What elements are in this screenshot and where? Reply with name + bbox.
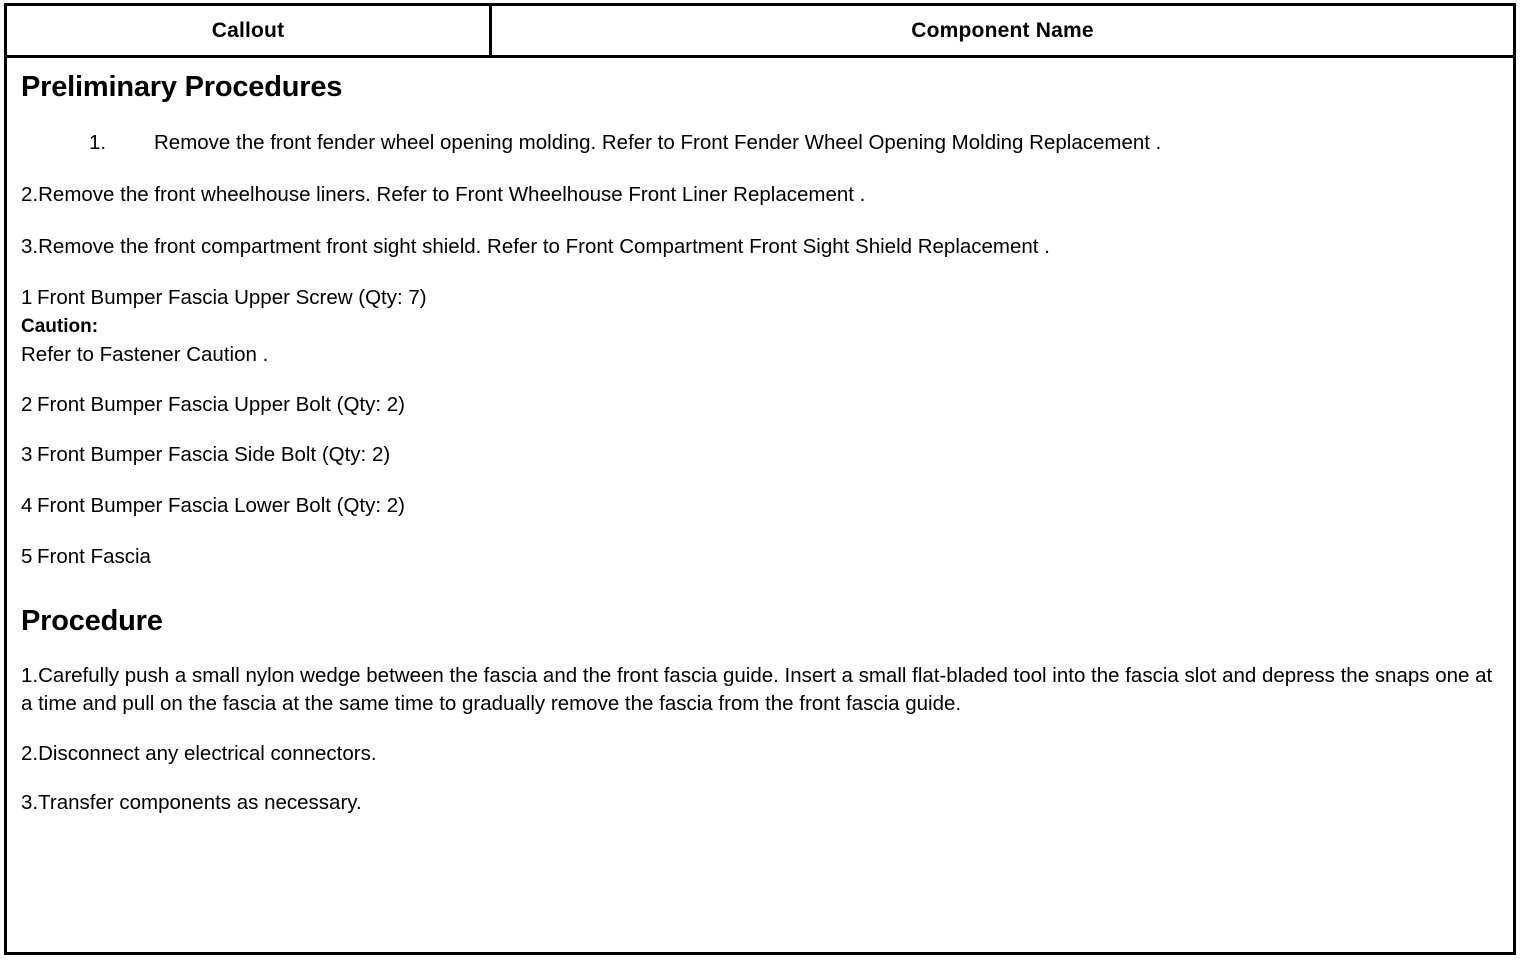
preliminary-step-2: [21, 182, 1499, 209]
preliminary-step-1-number: 1.: [89, 130, 107, 154]
procedure-step-2-number: 2.: [21, 741, 39, 765]
table-header-row: [7, 6, 1513, 58]
service-procedure-table: [4, 3, 1516, 955]
callout-2-number: 2: [21, 392, 33, 416]
callout-1-text: Front Bumper Fascia Upper Screw (Qty: 7): [37, 285, 427, 309]
procedure-step-2-text: Disconnect any electrical connectors.: [38, 741, 377, 765]
preliminary-step-1: [21, 130, 1499, 156]
callout-row-5: [21, 544, 1499, 571]
callout-row-2: [21, 392, 1499, 419]
procedure-step-3-text: Transfer components as necessary.: [38, 791, 362, 815]
column-header-component-name: Component Name: [911, 18, 1094, 42]
table-body: [7, 58, 1513, 952]
callout-5-number: 5: [21, 544, 33, 568]
column-header-callout: Callout: [7, 6, 492, 55]
callout-row-4: [21, 493, 1499, 520]
procedure-step-3: [21, 789, 1499, 817]
callout-row-3: [21, 442, 1499, 469]
procedure-step-3-number: 3.: [21, 791, 39, 815]
preliminary-step-1-text: Remove the front fender wheel opening molding. Refer to Front Fender Wheel Opening Molding Replacement .: [154, 130, 1162, 154]
caution-text: Refer to Fastener Caution .: [21, 343, 269, 367]
callout-5-text: Front Fascia: [37, 544, 151, 568]
procedure-step-2: [21, 740, 1499, 768]
procedure-heading: Procedure: [21, 605, 163, 638]
callout-2-text: Front Bumper Fascia Upper Bolt (Qty: 2): [37, 392, 405, 416]
procedure-step-1: [21, 662, 1499, 717]
preliminary-step-3-number: 3.: [21, 235, 39, 259]
callout-3-text: Front Bumper Fascia Side Bolt (Qty: 2): [37, 443, 391, 467]
procedure-step-1-number: 1.: [21, 664, 39, 688]
preliminary-step-2-number: 2.: [21, 182, 39, 206]
callout-3-number: 3: [21, 443, 33, 467]
callout-4-text: Front Bumper Fascia Lower Bolt (Qty: 2): [37, 494, 405, 518]
preliminary-step-2-text: Remove the front wheelhouse liners. Refer to Front Wheelhouse Front Liner Replacement .: [38, 182, 866, 206]
preliminary-step-3-text: Remove the front compartment front sight shield. Refer to Front Compartment Front Sight Shield Replacement .: [38, 235, 1050, 259]
procedure-step-1-text: Carefully push a small nylon wedge between the fascia and the front fascia guide. Insert a small flat-bladed tool into the fascia slot and depress the snaps one at a time and pull on the fascia at the same time to gradually remove the fascia from the front fascia guide.: [21, 664, 1493, 715]
callout-1-number: 1: [21, 285, 33, 309]
preliminary-procedures-heading: Preliminary Procedures: [21, 71, 343, 103]
callout-row-1: [21, 285, 1499, 312]
caution-label: Caution:: [21, 316, 99, 338]
preliminary-step-3: [21, 234, 1499, 261]
callout-4-number: 4: [21, 494, 33, 518]
